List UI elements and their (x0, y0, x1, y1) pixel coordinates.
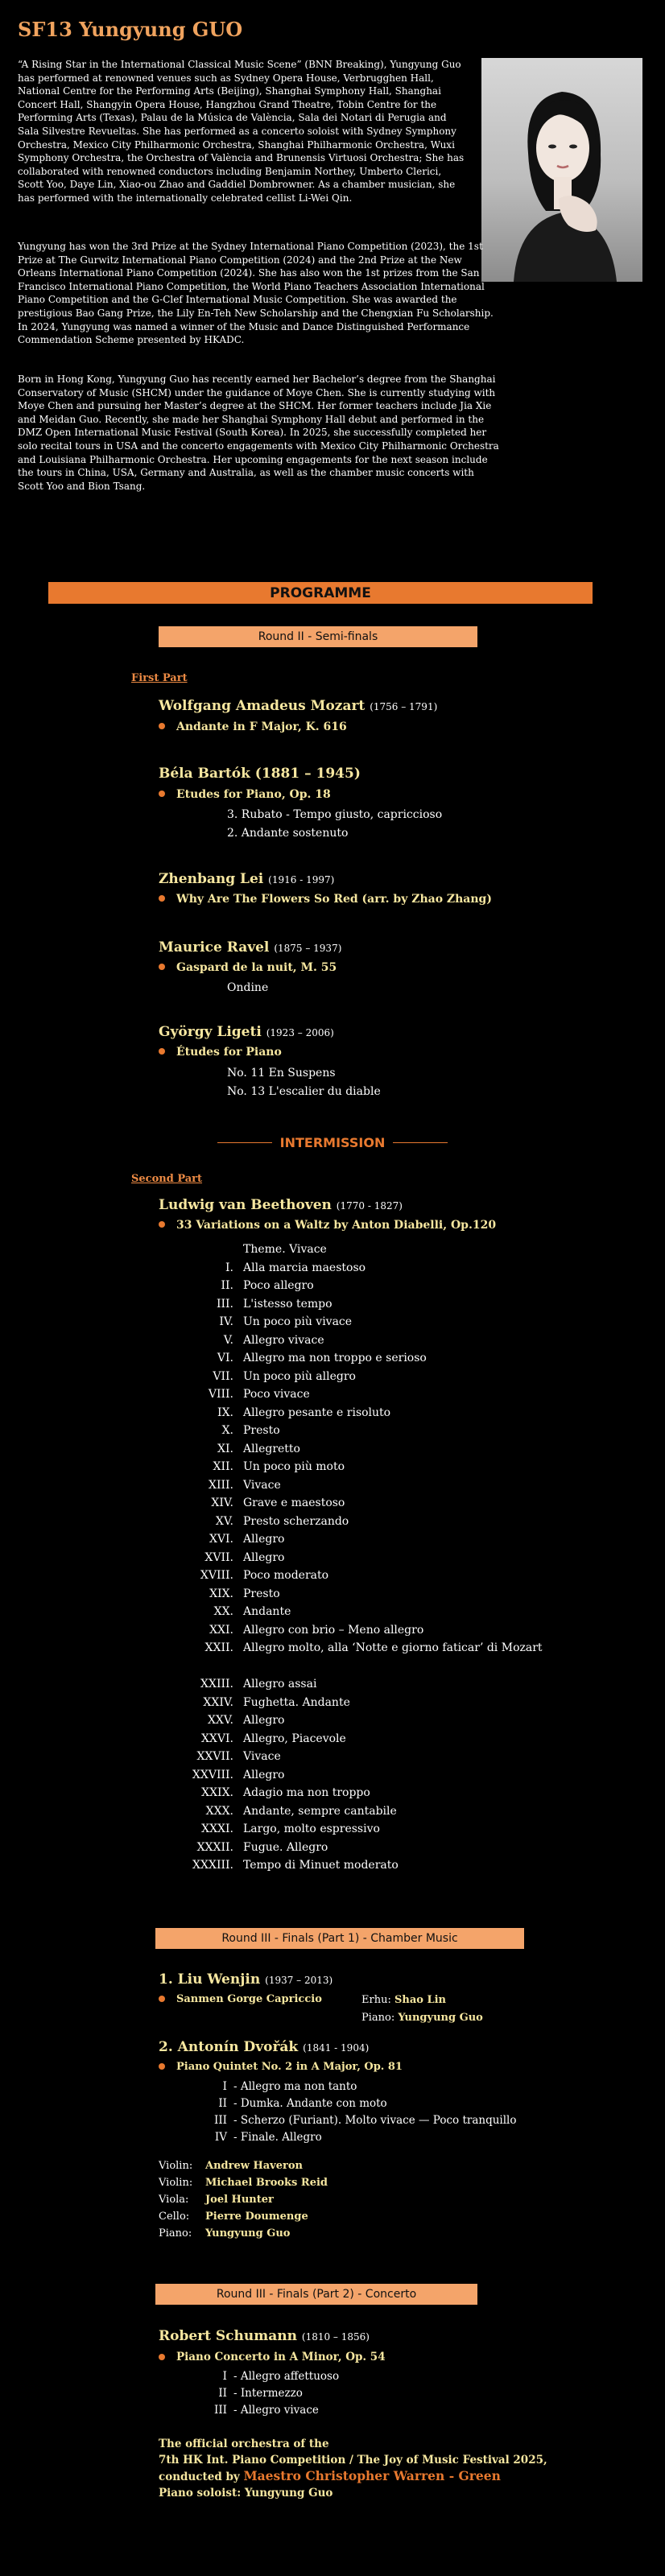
bullet-icon (159, 791, 165, 797)
movement-bartok-1: 3. Rubato - Tempo giusto, capriccioso (227, 808, 443, 821)
movement-number: I (222, 2080, 227, 2093)
movement-number: II (218, 2387, 227, 2400)
composer-lei: Zhenbang Lei (1916 - 1997) (159, 871, 335, 887)
programme-heading: PROGRAMME (48, 582, 593, 604)
movement-number: III (214, 2114, 227, 2127)
variation-item: XXV. Allegro (207, 1714, 285, 1727)
player-row: Piano: Yungyung Guo (159, 2227, 291, 2240)
work-beethoven: 33 Variations on a Waltz by Anton Diabelli, Op.120 (159, 1219, 496, 1232)
variation-item: XXII. Allegro molto, alla ‘Notte e giorno faticar’ di Mozart (204, 1641, 543, 1654)
variation-item: XVI. Allegro (209, 1533, 285, 1546)
movement-title: - Allegro ma non tanto (233, 2080, 357, 2093)
variations-list (145, 1241, 596, 1875)
composer-ravel: Maurice Ravel (1875 – 1937) (159, 939, 342, 956)
theme-line: Theme. Vivace (243, 1243, 327, 1256)
bullet-icon (159, 1221, 165, 1228)
movement-ligeti-2: No. 13 L'escalier du diable (227, 1085, 381, 1098)
movement-title: - Allegro vivace (233, 2404, 319, 2417)
movement-title: - Dumka. Andante con moto (233, 2097, 387, 2110)
variation-item: XVII. Allegro (204, 1550, 285, 1564)
variation-item: II. Poco allegro (221, 1279, 314, 1292)
movement-title: - Allegro affettuoso (233, 2370, 340, 2383)
variation-item: I. Alla marcia maestoso (225, 1261, 366, 1274)
movement-number: I (222, 2370, 227, 2383)
erhu-credit: Erhu: Shao Lin (361, 1994, 446, 2006)
composer-beethoven: Ludwig van Beethoven (1770 - 1827) (159, 1197, 403, 1213)
work-bartok: Etudes for Piano, Op. 18 (159, 788, 331, 801)
movement-title: - Scherzo (Furiant). Molto vivace — Poco tranquillo (233, 2114, 517, 2127)
variation-item: XV. Presto scherzando (215, 1514, 349, 1528)
work-ravel: Gaspard de la nuit, M. 55 (159, 961, 337, 974)
variation-item: XXXI. Largo, molto espressivo (201, 1823, 380, 1835)
variation-item: XXVI. Allegro, Piacevole (200, 1732, 346, 1745)
player-row: Violin: Andrew Haveron (159, 2160, 303, 2172)
bullet-icon (159, 895, 165, 902)
variation-item: XXVIII. Allegro (192, 1768, 285, 1781)
variation-item: VIII. Poco vivace (208, 1388, 310, 1401)
work-lei: Why Are The Flowers So Red (arr. by Zhao Zhang) (159, 893, 492, 906)
first-part-label: First Part (131, 672, 188, 684)
variation-item: IV. Un poco più vivace (219, 1315, 353, 1328)
composer-mozart: Wolfgang Amadeus Mozart (1756 – 1791) (159, 698, 438, 714)
second-part-label: Second Part (131, 1173, 203, 1185)
variation-item: III. L'istesso tempo (216, 1297, 332, 1311)
variation-item: XX. Andante (213, 1605, 291, 1618)
composer-liu: 1. Liu Wenjin (1937 – 2013) (159, 1971, 333, 1988)
composer-schumann: Robert Schumann (1810 – 1856) (159, 2328, 370, 2344)
round-3-part-1-banner: Round III - Finals (Part 1) - Chamber Music (155, 1928, 524, 1949)
variation-item: XIII. Vivace (208, 1478, 281, 1492)
work-dvorak: Piano Quintet No. 2 in A Major, Op. 81 (159, 2061, 403, 2073)
composer-dvorak: 2. Antonín Dvořák (1841 - 1904) (159, 2039, 370, 2055)
work-liu: Sanmen Gorge Capriccio (159, 1993, 322, 2005)
player-row: Cello: Pierre Doumenge (159, 2211, 308, 2223)
variation-item: XI. Allegretto (217, 1442, 300, 1455)
bullet-icon (159, 723, 165, 729)
piano-credit-liu: Piano: Yungyung Guo (361, 2012, 483, 2024)
round-3-part-2-banner: Round III - Finals (Part 2) - Concerto (155, 2284, 477, 2305)
variation-item: XIV. Grave e maestoso (211, 1496, 345, 1509)
movement-title: - Finale. Allegro (233, 2131, 322, 2144)
bio-paragraph-2: Yungyung has won the 3rd Prize at the Sydney International Piano Competition (2023), the 1st Prize at The Gurwitz International Piano Competition (2024) and the 2nd Prize at the New Orleans International Piano Competition (2024). She has also won the 1st prizes from the San Francisco International Piano Competition, the World Piano Teachers Association International Piano Competition and the G-Clef International Music Competition. She was awarded the prestigious Bao Gang Prize, the Lily En-Teh New Scholarship and the Chengxian Fu Scholarship. In 2024, Yungyung was named a winner of the Music and Dance Distinguished Performance Commendation Scheme presented by HKADC. (18, 241, 494, 346)
movement-number: III (214, 2404, 227, 2417)
bio-paragraph-3: Born in Hong Kong, Yungyung Guo has recently earned her Bachelor’s degree from the Shanghai Conservatory of Music (SHCM) under the guidance of Moye Chen. She is currently studying with Moye Chen and pursuing her Master’s degree at the SHCM. Her former teachers include Jia Xie and Meidan Guo. Recently, she made her Shanghai Symphony Hall debut and performed in the DMZ Open International Music Festival (South Korea). In 2025, she successfully completed her solo recital tours in USA and the concerto engagements with Mexico City Philharmonic Orchestra and Louisiana Philharmonic Orchestra. Her upcoming engagements for the next season include the tours in China, USA, Germany and Australia, as well as the chamber music concerts with Scott Yoo and Bion Tsang. (18, 374, 499, 492)
composer-bartok: Béla Bartók (1881 – 1945) (159, 766, 361, 782)
orchestra-credit: The official orchestra of the 7th HK Int. Piano Competition / The Joy of Music Festival 2025, conducted by Maestro Christopher Warren - Green Piano soloist: Yungyung Guo (159, 2438, 547, 2500)
player-row: Violin: Michael Brooks Reid (159, 2177, 328, 2189)
variation-item: XII. Un poco più moto (213, 1460, 345, 1473)
variation-item: XXIX. Adagio ma non troppo (201, 1786, 370, 1799)
bullet-icon (159, 2063, 165, 2070)
performer-photo (481, 58, 642, 282)
bio-paragraph-1: “A Rising Star in the International Classical Music Scene” (BNN Breaking), Yungyung Guo has performed at renowned venues such as Sydney Opera House, Verbrugghen Hall, National Centre for the Performing Arts (Beijing), Shanghai Symphony Hall, Shanghai Concert Hall, Shangyin Opera House, Hangzhou Grand Theatre, Tobin Centre for the Performing Arts (Texas), Palau de la Música de València, Sala dei Notari di Perugia and Sala Silvestre Revueltas. She has performed as a concerto soloist with Sydney Symphony Orchestra, Mexico City Philharmonic Orchestra, Shanghai Philharmonic Orchestra, Wuxi Symphony Orchestra, the Orchestra of València and Brunensis Virtuosi Orchestra; She has collaborated with renowned conductors including Benjamin Northey, Umberto Clerici, Scott Yoo, Daye Lin, Xiao-ou Zhao and Gaddiel Dombrowner. As a chamber musician, she has performed with the internationally celebrated cellist Li-Wei Qin. (18, 59, 465, 204)
movement-number: IV (214, 2131, 227, 2144)
variation-item: VI. Allegro ma non troppo e serioso (217, 1352, 427, 1364)
variation-item: XXXII. Fugue. Allegro (196, 1840, 328, 1854)
work-mozart: Andante in F Major, K. 616 (159, 720, 347, 733)
variation-item: XXI. Allegro con brio – Meno allegro (209, 1623, 424, 1637)
variation-item: XXIV. Fughetta. Andante (203, 1695, 350, 1709)
variation-item: XVIII. Poco moderato (200, 1569, 329, 1582)
round-2-banner: Round II - Semi-finals (159, 626, 477, 647)
variation-item: XXVII. Vivace (196, 1750, 281, 1763)
work-ligeti: Études for Piano (159, 1046, 282, 1059)
variation-item: X. Presto (221, 1424, 280, 1437)
variation-item: IX. Allegro pesante e risoluto (217, 1406, 391, 1419)
movement-ravel-1: Ondine (227, 981, 269, 994)
work-schumann: Piano Concerto in A Minor, Op. 54 (159, 2351, 386, 2363)
page-title: SF13 Yungyung GUO (18, 18, 243, 41)
bullet-icon (159, 1996, 165, 2002)
movement-number: II (218, 2097, 227, 2110)
movement-title: - Intermezzo (233, 2387, 303, 2400)
composer-ligeti: György Ligeti (1923 – 2006) (159, 1024, 334, 1040)
player-row: Viola: Joel Hunter (159, 2194, 274, 2206)
variation-item: XXX. Andante, sempre cantabile (205, 1804, 397, 1818)
bullet-icon (159, 2354, 165, 2360)
variation-item: XXIII. Allegro assai (200, 1678, 317, 1690)
variation-item: XIX. Presto (209, 1587, 280, 1600)
variation-item: VII. Un poco più allegro (213, 1369, 356, 1383)
bullet-icon (159, 964, 165, 970)
variation-item: V. Allegro vivace (223, 1333, 324, 1347)
bullet-icon (159, 1048, 165, 1055)
variation-item: XXXIII. Tempo di Minuet moderato (192, 1859, 399, 1872)
movement-ligeti-1: No. 11 En Suspens (227, 1067, 336, 1080)
intermission-divider: INTERMISSION (0, 1133, 665, 1151)
movement-bartok-2: 2. Andante sostenuto (227, 827, 349, 840)
